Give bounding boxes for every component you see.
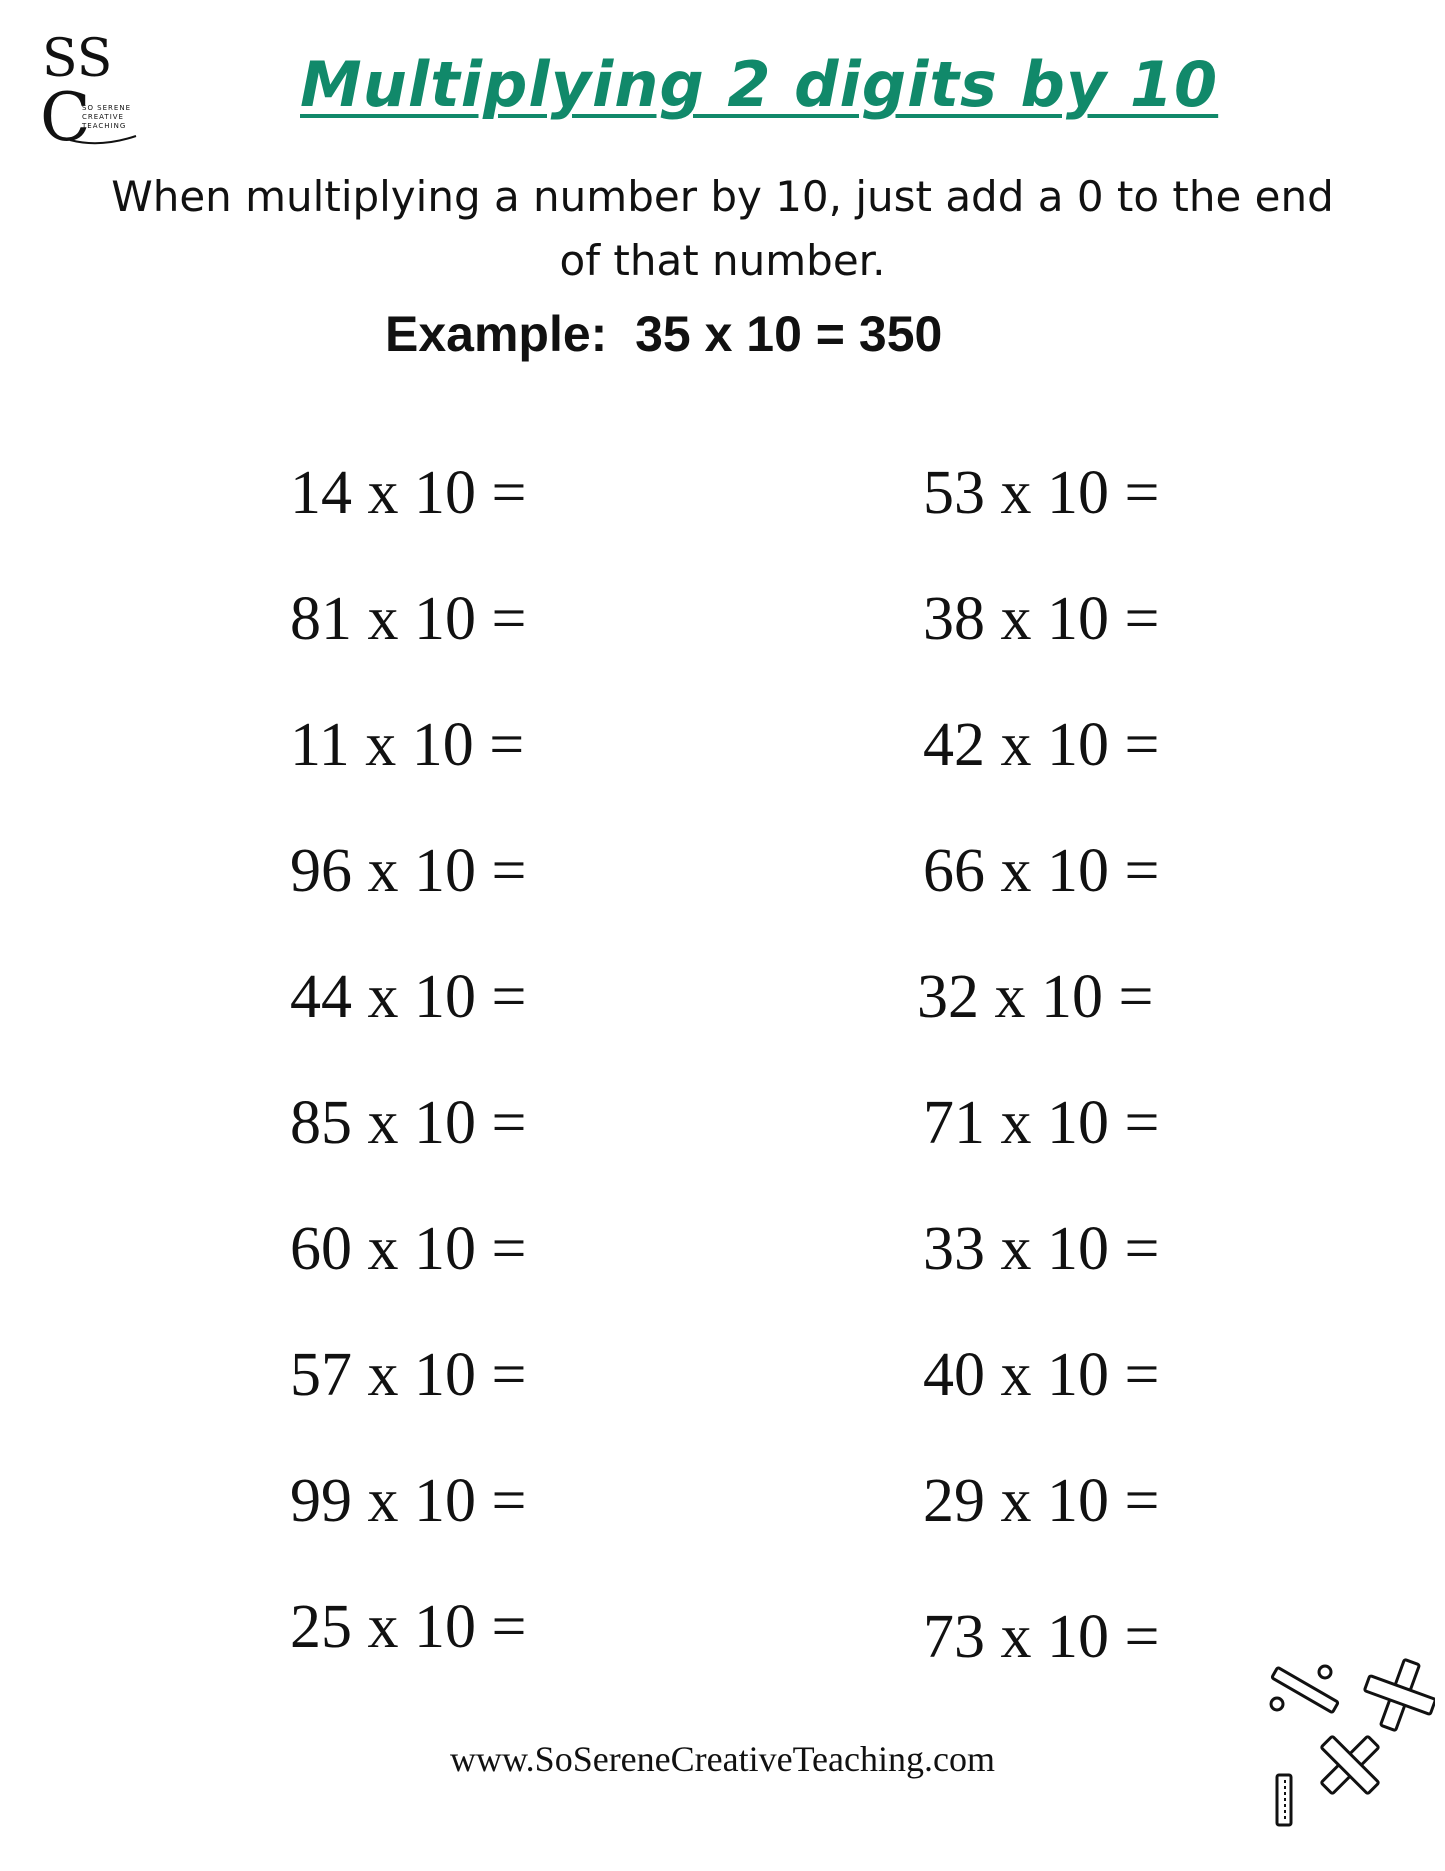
logo-monogram-top: SS — [42, 29, 113, 89]
instruction-text: When multiplying a number by 10, just add a 0 to the end of that number. — [111, 172, 1334, 285]
problem-right-10: 73 x 10 = — [923, 1603, 1160, 1671]
problem-left-9: 99 x 10 = — [290, 1467, 527, 1535]
worksheet-title: Multiplying 2 digits by 10 — [300, 48, 1219, 121]
logo-text-line2: CREATIVE — [82, 113, 124, 121]
logo-text-line3: TEACHING — [82, 122, 127, 130]
problem-left-7: 60 x 10 = — [290, 1215, 527, 1283]
problem-left-8: 57 x 10 = — [290, 1341, 527, 1409]
problem-left-2: 81 x 10 = — [290, 585, 527, 653]
problem-right-8: 40 x 10 = — [923, 1341, 1160, 1409]
problem-right-4: 66 x 10 = — [923, 837, 1160, 905]
problem-left-6: 85 x 10 = — [290, 1089, 527, 1157]
problem-right-7: 33 x 10 = — [923, 1215, 1160, 1283]
problem-left-5: 44 x 10 = — [290, 963, 527, 1031]
problem-left-1: 14 x 10 = — [290, 459, 527, 527]
problem-left-4: 96 x 10 = — [290, 837, 527, 905]
problem-right-2: 38 x 10 = — [923, 585, 1160, 653]
problem-right-5: 32 x 10 = — [917, 963, 1154, 1031]
footer-website: www.SoSereneCreativeTeaching.com — [450, 1739, 995, 1779]
problem-right-3: 42 x 10 = — [923, 711, 1160, 779]
logo-monogram-bottom: C — [40, 79, 91, 148]
problem-right-9: 29 x 10 = — [923, 1467, 1160, 1535]
logo-text-line1: SO SERENE — [82, 104, 131, 112]
example-line: Example: 35 x 10 = 350 — [385, 306, 943, 362]
problem-left-10: 25 x 10 = — [290, 1593, 527, 1661]
ssc-monogram-logo — [40, 28, 140, 148]
problem-right-1: 53 x 10 = — [923, 459, 1160, 527]
math-symbols-icon — [1255, 1650, 1435, 1830]
problem-right-6: 71 x 10 = — [923, 1089, 1160, 1157]
problem-left-3: 11 x 10 = — [290, 711, 525, 779]
